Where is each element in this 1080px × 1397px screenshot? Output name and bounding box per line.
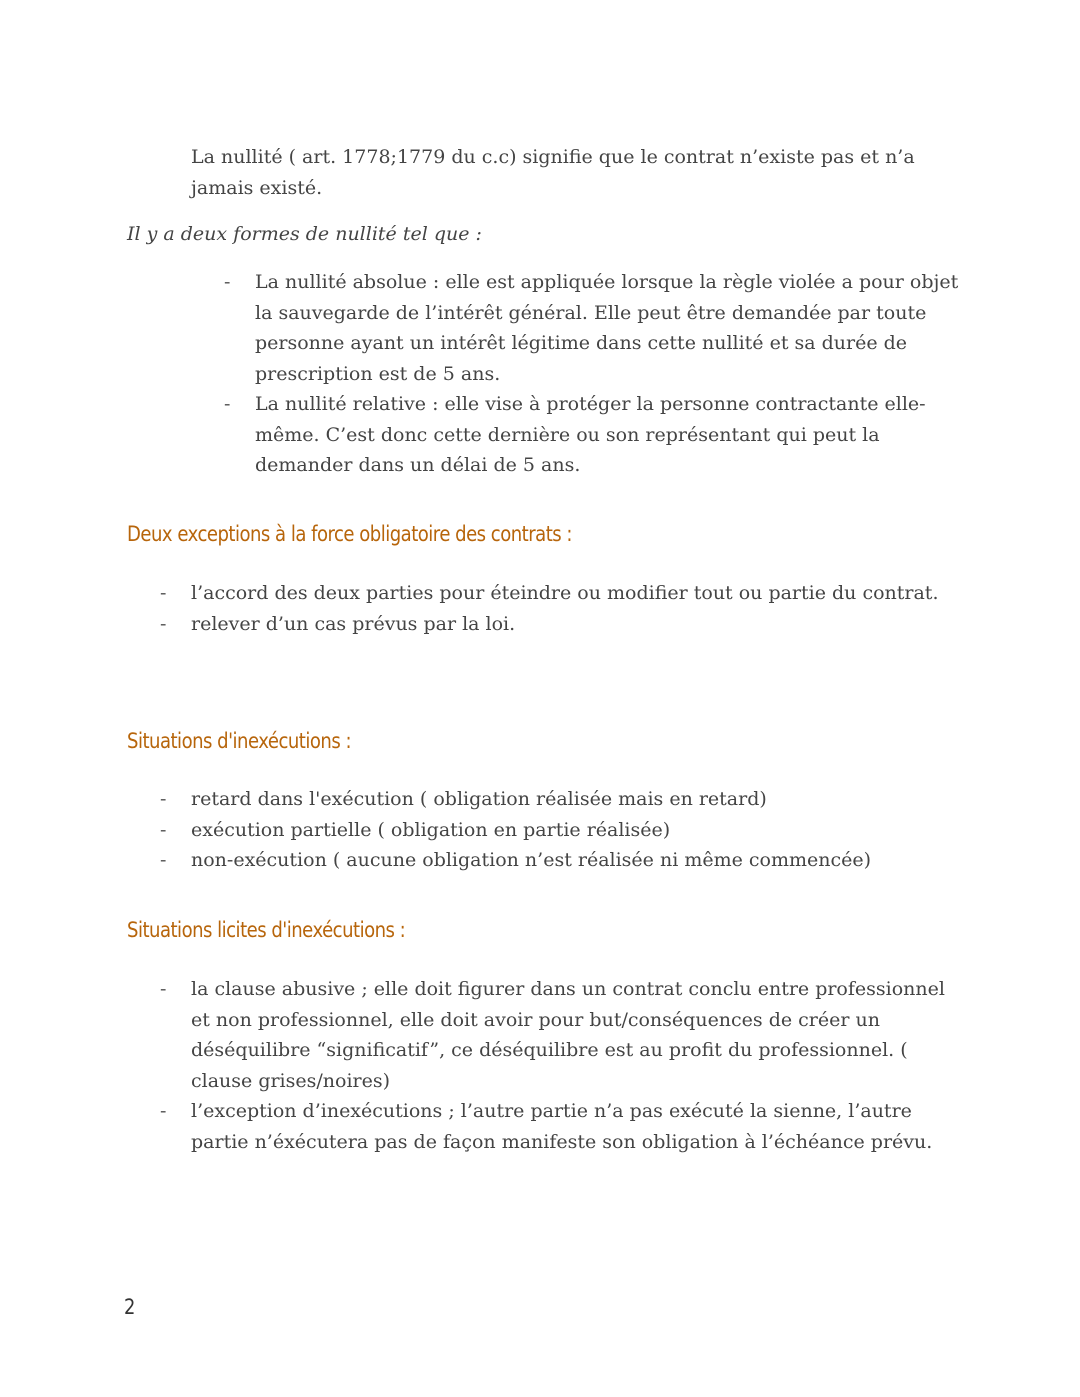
lawful-inexecutions-list — [160, 974, 956, 1157]
list-item — [160, 609, 981, 640]
nullity-forms-intro: Il y a deux formes de nullité tel que : — [127, 223, 482, 245]
list-dash: - — [160, 582, 167, 604]
list-item-text: la clause abusive ; elle doit figurer dans un contrat conclu entre professionnel et non professionnel, elle doit avoir pour but/conséquences de créer un déséquilibre “significatif”, ce déséquilibre est au profit du professionnel. ( clause grises/noires) — [191, 978, 945, 1092]
list-item — [160, 1096, 956, 1157]
list-dash: - — [160, 612, 167, 635]
section-heading-inexecutions: Situations d'inexécutions : — [127, 729, 352, 753]
list-item-text: non-exécution ( aucune obligation n’est réalisée ni même commencée) — [191, 849, 872, 871]
list-item-text: retard dans l'exécution ( obligation réalisée mais en retard) — [191, 788, 767, 810]
list-item — [160, 784, 981, 815]
list-dash: - — [160, 978, 167, 1000]
list-item — [160, 845, 981, 876]
inexecutions-list — [160, 784, 981, 876]
section-heading-lawful-inexecutions: Situations licites d'inexécutions : — [127, 918, 406, 942]
list-dash: - — [224, 393, 231, 415]
list-item — [160, 578, 981, 609]
nullity-forms-list — [224, 267, 970, 481]
list-item-text: l’exception d’inexécutions ; l’autre partie n’a pas exécuté la sienne, l’autre partie n’éxécutera pas de façon manifeste son obligation à l’échéance prévu. — [191, 1100, 933, 1153]
list-dash: - — [160, 1100, 167, 1122]
list-dash: - — [224, 271, 231, 293]
list-dash: - — [160, 788, 167, 810]
page-number: 2 — [124, 1295, 136, 1319]
list-item-text: La nullité absolue : elle est appliquée lorsque la règle violée a pour objet la sauvegarde de l’intérêt général. Elle peut être demandée par toute personne ayant un intérêt légitime dans cette nullité et sa durée de prescription est de 5 ans. — [255, 271, 959, 385]
list-item — [160, 974, 956, 1096]
list-dash: - — [160, 849, 167, 871]
nullity-definition-paragraph: La nullité ( art. 1778;1779 du c.c) signifie que le contrat n’existe pas et n’a jamais existé. — [191, 146, 915, 199]
section-heading-exceptions: Deux exceptions à la force obligatoire des contrats : — [127, 522, 572, 546]
list-item-text: exécution partielle ( obligation en partie réalisée) — [191, 818, 671, 841]
list-item-text: La nullité relative : elle vise à protéger la personne contractante elle-même. C’est donc cette dernière ou son représentant qui peut la demander dans un délai de 5 ans. — [255, 393, 926, 476]
exceptions-list — [160, 578, 981, 639]
list-item-text: l’accord des deux parties pour éteindre ou modifier tout ou partie du contrat. — [191, 582, 939, 604]
list-item — [224, 389, 970, 481]
list-item-text: relever d’un cas prévus par la loi. — [191, 612, 516, 635]
list-item — [160, 815, 981, 846]
list-dash: - — [160, 818, 167, 841]
list-item — [224, 267, 970, 389]
